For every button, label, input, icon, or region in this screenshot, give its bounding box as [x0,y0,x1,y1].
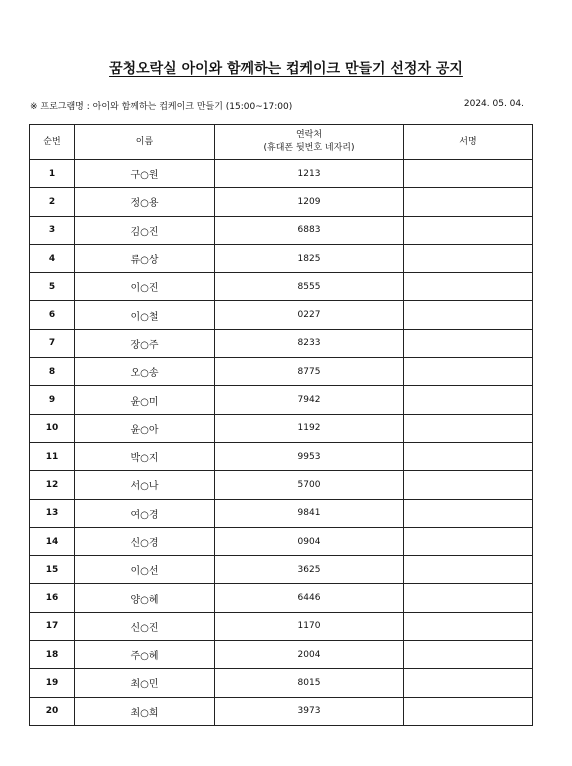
row-name-cell: 이○진 [75,273,215,301]
row-name-cell: 김○진 [75,216,215,244]
header-contact [215,125,404,160]
row-name-cell: 여○경 [75,499,215,527]
row-number-cell: 1 [30,160,75,188]
row-contact-cell: 1209 [215,188,404,216]
row-signature-cell[interactable] [404,442,533,470]
table-row [30,527,533,555]
row-signature-cell[interactable] [404,301,533,329]
table-row [30,442,533,470]
row-name-cell: 정○용 [75,188,215,216]
row-contact-cell: 6446 [215,584,404,612]
table-body [30,160,533,726]
row-signature-cell[interactable] [404,414,533,442]
row-number-cell: 13 [30,499,75,527]
header-number: 순번 [30,125,75,160]
row-number-cell: 20 [30,697,75,725]
selection-table [29,124,533,726]
row-number-cell: 8 [30,358,75,386]
row-name-cell: 구○원 [75,160,215,188]
table-row [30,301,533,329]
table-row [30,641,533,669]
row-number-cell: 9 [30,386,75,414]
row-number-cell: 19 [30,669,75,697]
row-name-cell: 신○진 [75,612,215,640]
table-row [30,358,533,386]
row-contact-cell: 0904 [215,527,404,555]
row-number-cell: 18 [30,641,75,669]
row-number-cell: 7 [30,329,75,357]
row-contact-cell: 8775 [215,358,404,386]
row-signature-cell[interactable] [404,160,533,188]
row-contact-cell: 8555 [215,273,404,301]
row-signature-cell[interactable] [404,273,533,301]
row-name-cell: 주○혜 [75,641,215,669]
row-name-cell: 윤○미 [75,386,215,414]
row-number-cell: 10 [30,414,75,442]
row-signature-cell[interactable] [404,386,533,414]
table-row [30,697,533,725]
row-name-cell: 이○선 [75,556,215,584]
row-name-cell: 이○철 [75,301,215,329]
table-row [30,160,533,188]
table-row [30,612,533,640]
row-number-cell: 4 [30,244,75,272]
row-contact-cell: 5700 [215,471,404,499]
table-row [30,386,533,414]
row-signature-cell[interactable] [404,188,533,216]
row-contact-cell: 9841 [215,499,404,527]
row-number-cell: 17 [30,612,75,640]
row-signature-cell[interactable] [404,329,533,357]
row-number-cell: 3 [30,216,75,244]
table-row [30,584,533,612]
row-name-cell: 신○경 [75,527,215,555]
header-contact-line2: (휴대폰 뒷번호 네자리) [263,143,355,153]
row-signature-cell[interactable] [404,471,533,499]
row-signature-cell[interactable] [404,216,533,244]
row-name-cell: 최○민 [75,669,215,697]
row-contact-cell: 3625 [215,556,404,584]
row-signature-cell[interactable] [404,358,533,386]
row-signature-cell[interactable] [404,527,533,555]
row-signature-cell[interactable] [404,669,533,697]
row-signature-cell[interactable] [404,556,533,584]
row-contact-cell: 2004 [215,641,404,669]
row-name-cell: 류○상 [75,244,215,272]
row-name-cell: 장○주 [75,329,215,357]
row-contact-cell: 6883 [215,216,404,244]
row-name-cell: 오○송 [75,358,215,386]
row-number-cell: 5 [30,273,75,301]
table-row [30,471,533,499]
row-name-cell: 박○지 [75,442,215,470]
notice-date: 2024. 05. 04. [463,99,524,109]
row-number-cell: 16 [30,584,75,612]
row-signature-cell[interactable] [404,244,533,272]
program-line: ※ 프로그램명 : 아이와 함께하는 컵케이크 만들기 (15:00~17:00) [30,102,293,112]
row-contact-cell: 7942 [215,386,404,414]
header-contact-line1: 연락처 [295,130,323,140]
table-row [30,244,533,272]
row-contact-cell: 1192 [215,414,404,442]
page-title-text: 꿈청오락실 아이와 함께하는 컵케이크 만들기 선정자 공지 [109,61,463,77]
row-contact-cell: 3973 [215,697,404,725]
row-number-cell: 14 [30,527,75,555]
row-name-cell: 윤○아 [75,414,215,442]
row-contact-cell: 1825 [215,244,404,272]
row-signature-cell[interactable] [404,641,533,669]
table-row [30,669,533,697]
row-number-cell: 2 [30,188,75,216]
row-contact-cell: 8233 [215,329,404,357]
page-title [0,58,572,78]
row-number-cell: 12 [30,471,75,499]
row-number-cell: 11 [30,442,75,470]
header-name: 이름 [75,125,215,160]
table-row [30,329,533,357]
row-signature-cell[interactable] [404,499,533,527]
row-contact-cell: 8015 [215,669,404,697]
row-name-cell: 최○희 [75,697,215,725]
row-signature-cell[interactable] [404,612,533,640]
row-signature-cell[interactable] [404,697,533,725]
header-signature: 서명 [404,125,533,160]
row-name-cell: 서○나 [75,471,215,499]
row-contact-cell: 1170 [215,612,404,640]
row-signature-cell[interactable] [404,584,533,612]
table-row [30,556,533,584]
table-header-row [30,125,533,160]
table-row [30,273,533,301]
row-name-cell: 양○혜 [75,584,215,612]
table-row [30,188,533,216]
row-contact-cell: 9953 [215,442,404,470]
row-contact-cell: 0227 [215,301,404,329]
row-number-cell: 6 [30,301,75,329]
row-number-cell: 15 [30,556,75,584]
table-row [30,499,533,527]
table-row [30,414,533,442]
row-contact-cell: 1213 [215,160,404,188]
table-row [30,216,533,244]
